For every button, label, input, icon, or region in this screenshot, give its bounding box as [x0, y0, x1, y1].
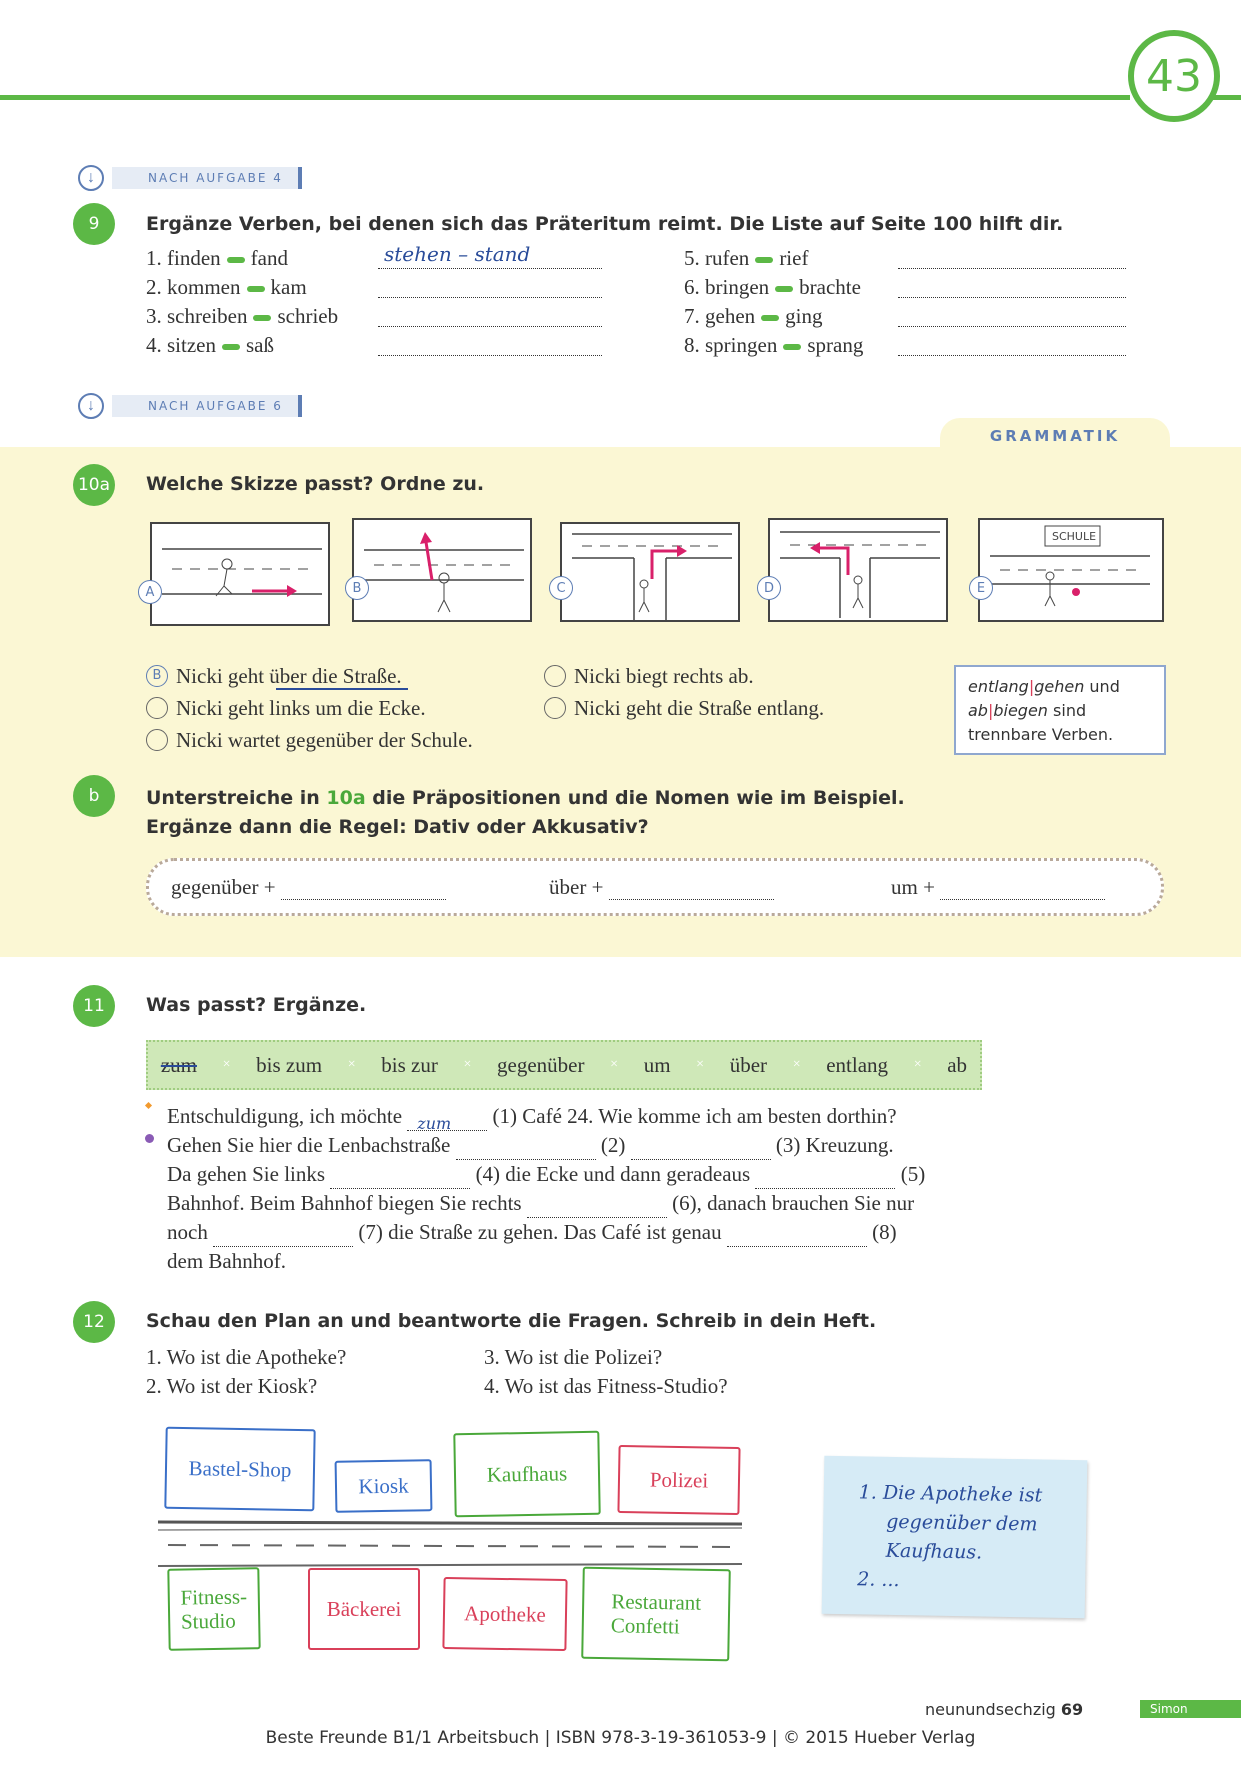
map-polizei: Polizei — [617, 1445, 740, 1515]
exercise-number: 12 — [73, 1301, 115, 1343]
rule-answer-line[interactable] — [609, 879, 774, 900]
exercise-number: 10a — [73, 464, 115, 506]
sketch-label: B — [345, 576, 369, 600]
gap-7[interactable] — [213, 1224, 353, 1247]
word-item: um — [643, 1052, 671, 1077]
answer-line-5[interactable] — [898, 242, 1126, 269]
map-kiosk: Kiosk — [335, 1459, 433, 1513]
option-text: Nicki geht links um die Ecke. — [176, 695, 426, 720]
nach-aufgabe-6 — [78, 394, 302, 418]
answer-circle[interactable] — [146, 697, 168, 719]
exercise-instruction: Schau den Plan an und beantworte die Fragen. Schreib in dein Heft. — [146, 1310, 877, 1332]
verb-list-left — [146, 246, 338, 362]
rule-item: gegenüber + — [171, 875, 446, 900]
rule-answer-line[interactable] — [940, 879, 1105, 900]
crossing-street-illustration — [354, 520, 530, 620]
rule-box — [146, 858, 1164, 916]
sketch-label: C — [549, 576, 573, 600]
verb-row: 6. bringen brachte — [684, 275, 861, 299]
options-left — [146, 660, 473, 756]
school-sign: SCHULE — [1052, 530, 1097, 543]
speaker-b-marker — [145, 1134, 154, 1143]
sketch-label: A — [138, 580, 162, 604]
sketch-label: D — [757, 576, 781, 600]
header-rule — [0, 95, 1130, 100]
question: 4. Wo ist das Fitness-Studio? — [484, 1374, 728, 1398]
word-item: bis zur — [381, 1052, 438, 1077]
answer-line-3[interactable] — [378, 300, 602, 327]
verb-row: 4. sitzen saß — [146, 333, 274, 357]
gap-5[interactable] — [755, 1166, 895, 1189]
handwritten-underline — [276, 688, 408, 690]
page-number: neunundsechzig 69 — [925, 1700, 1084, 1719]
answer-line-1[interactable] — [378, 242, 602, 269]
word-item: über — [729, 1052, 768, 1077]
rule-item: um + — [891, 875, 1105, 900]
exercise-number: 11 — [73, 985, 115, 1027]
option-item[interactable] — [146, 692, 473, 724]
questions-right — [484, 1343, 728, 1401]
name-tag: Simon — [1140, 1700, 1241, 1718]
question: 3. Wo ist die Polizei? — [484, 1345, 663, 1369]
dialogue-text: Entschuldigung, ich möchte zum (1) Café 24. Wie komme ich am besten dorthin? Gehen Sie hier die Lenbachstraße (2) (3) Kreuzung. Da gehen Sie links (4) die Ecke und dann geradeaus (5) Bahnhof. Beim Bahnhof biegen Sie rechts (6), danach brauchen Sie nur noch (7) die Straße zu gehen. Das Café ist genau (8) dem Bahnhof. — [167, 1104, 926, 1273]
option-text: Nicki geht über die Straße. — [176, 664, 402, 689]
answer-circle[interactable] — [544, 665, 566, 687]
word-item: zum — [160, 1052, 197, 1077]
option-item[interactable] — [544, 692, 824, 724]
sketch-label: E — [969, 576, 993, 600]
gap-6[interactable] — [527, 1195, 667, 1218]
option-text: Nicki biegt rechts ab. — [574, 663, 754, 688]
verb-row: 1. finden fand — [146, 246, 288, 270]
sketch-b — [352, 518, 532, 622]
arrow-down-icon: ↓ — [78, 393, 104, 419]
gap-3[interactable] — [631, 1137, 771, 1160]
gap-4[interactable] — [330, 1166, 470, 1189]
answer-circle[interactable] — [544, 697, 566, 719]
exercise-instruction: Unterstreiche in 10a die Präpositionen und die Nomen wie im Beispiel. Ergänze dann die Regel: Dativ oder Akkusativ? — [146, 787, 905, 838]
map-bastel-shop: Bastel-Shop — [164, 1427, 315, 1512]
verb-row: 2. kommen kam — [146, 275, 307, 299]
exercise-instruction: Was passt? Ergänze. — [146, 994, 367, 1016]
gap-1[interactable]: zum — [407, 1108, 487, 1131]
gap-2[interactable] — [456, 1137, 596, 1160]
gap-8[interactable] — [727, 1224, 867, 1247]
turn-left-illustration — [770, 520, 946, 620]
sketch-a — [150, 522, 330, 626]
handwritten-answer: stehen – stand — [384, 242, 531, 266]
unit-number-badge — [1128, 30, 1220, 122]
option-item[interactable] — [544, 660, 824, 692]
word-item: bis zum — [256, 1052, 323, 1077]
answer-note — [822, 1456, 1088, 1619]
answer-line-8[interactable] — [898, 329, 1126, 356]
nach-aufgabe-label: NACH AUFGABE 6 — [112, 395, 302, 417]
word-box: zum × bis zum × bis zur × gegenüber × um × über × entlang × ab — [146, 1040, 982, 1090]
verb-row: 7. gehen ging — [684, 304, 823, 328]
verb-row: 8. springen sprang — [684, 333, 864, 357]
verb-row: 5. rufen rief — [684, 246, 809, 270]
map-street — [158, 1518, 742, 1572]
speaker-a-marker — [145, 1102, 152, 1109]
grammatik-tab: GRAMMATIK — [940, 418, 1170, 454]
answer-line-7[interactable] — [898, 300, 1126, 327]
option-text: Nicki wartet gegenüber der Schule. — [176, 727, 473, 752]
option-item[interactable] — [146, 660, 473, 692]
sketch-d — [768, 518, 948, 622]
exercise-number: 9 — [73, 203, 115, 245]
map-fitness-studio: Fitness- Studio — [167, 1567, 260, 1651]
street-crossing-straight-illustration — [152, 524, 328, 624]
map-restaurant-confetti: Restaurant Confetti — [581, 1567, 731, 1662]
info-line: trennbare Verben. — [968, 725, 1114, 744]
turn-right-illustration — [562, 524, 738, 620]
option-text: Nicki geht die Straße entlang. — [574, 695, 825, 720]
answer-circle[interactable]: B — [146, 665, 168, 687]
nach-aufgabe-4 — [78, 166, 302, 190]
exercise-number: b — [73, 775, 115, 817]
word-item: entlang — [826, 1052, 889, 1077]
answer-circle[interactable] — [146, 729, 168, 751]
map-kaufhaus: Kaufhaus — [453, 1431, 600, 1518]
exercise-instruction: Ergänze Verben, bei denen sich das Präteritum reimt. Die Liste auf Seite 100 hilft dir. — [146, 213, 1064, 235]
nach-aufgabe-label: NACH AUFGABE 4 — [112, 167, 302, 189]
copyright-line: Beste Freunde B1/1 Arbeitsbuch | ISBN 978-3-19-361053-9 | © 2015 Hueber Verlag — [265, 1728, 976, 1748]
verb-list-right — [684, 246, 863, 362]
questions-left — [146, 1343, 346, 1401]
answer-line-2[interactable] — [378, 271, 602, 298]
note-text: 1. Die Apotheke ist gegenüber dem Kaufhaus. 2. ... — [857, 1481, 1043, 1592]
options-right — [544, 660, 824, 724]
answer-line-6[interactable] — [898, 271, 1126, 298]
question: 2. Wo ist der Kiosk? — [146, 1374, 318, 1398]
rule-answer-line[interactable] — [281, 879, 446, 900]
info-line: ab|biegen sind — [968, 701, 1087, 720]
word-item: ab — [947, 1052, 968, 1077]
sketch-e — [978, 518, 1164, 622]
word-item: gegenüber — [497, 1052, 585, 1077]
info-line: entlang|gehen und — [968, 677, 1120, 696]
arrow-down-icon: ↓ — [78, 165, 104, 191]
unit-number: 43 — [1146, 50, 1202, 102]
map-apotheke: Apotheke — [442, 1577, 567, 1651]
option-item[interactable] — [146, 724, 473, 756]
verb-row: 3. schreiben schrieb — [146, 304, 339, 328]
rule-item: über + — [549, 875, 774, 900]
exercise-instruction: Welche Skizze passt? Ordne zu. — [146, 473, 485, 495]
map-baeckerei: Bäckerei — [308, 1568, 420, 1650]
answer-line-4[interactable] — [378, 329, 602, 356]
info-box — [954, 665, 1166, 755]
question: 1. Wo ist die Apotheke? — [146, 1345, 347, 1369]
sketch-c — [560, 522, 740, 622]
